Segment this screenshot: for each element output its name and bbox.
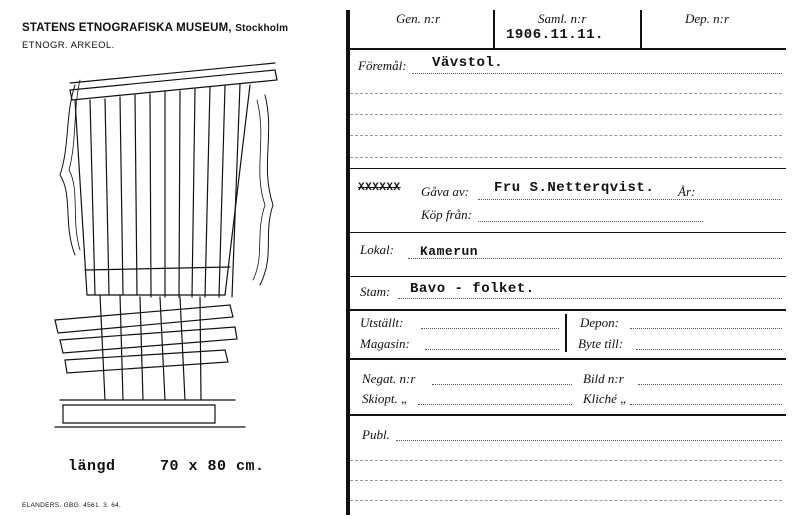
saml-label: Saml. n:r	[538, 11, 587, 26]
skiopt-label: Skiopt. „	[362, 391, 409, 406]
museum-name	[22, 22, 288, 34]
magasin-label: Magasin:	[360, 336, 410, 351]
kop-label: Köp från:	[421, 207, 472, 222]
section-rule-6	[350, 414, 786, 416]
ar-label: År:	[678, 184, 696, 199]
byte-label: Byte till:	[578, 336, 624, 351]
negat-label: Negat. n:r	[362, 371, 416, 386]
section-rule-3	[350, 276, 786, 277]
struck-text: XXXXXX	[358, 182, 401, 194]
saml-value: 1906.11.11.	[506, 27, 604, 43]
header-divider-1	[493, 10, 495, 48]
museum-city: Stockholm	[235, 23, 289, 34]
dep-label: Dep. n:r	[685, 11, 730, 26]
gen-label: Gen. n:r	[396, 11, 441, 26]
museum-title: STATENS ETNOGRAFISKA MUSEUM,	[22, 22, 232, 34]
printer-imprint: ELANDERS. GBG. 4561. 3. 64.	[22, 502, 122, 509]
depon-label: Depon:	[580, 315, 619, 330]
section-rule-2	[350, 232, 786, 233]
stam-value: Bavo - folket.	[410, 281, 535, 297]
card-left-border	[346, 10, 350, 515]
section-rule-5	[350, 358, 786, 360]
size-label: längd	[68, 458, 116, 475]
publ-label: Publ.	[362, 427, 390, 442]
foremal-value: Vävstol.	[432, 55, 504, 71]
gava-value: Fru S.Netterqvist.	[494, 180, 655, 196]
loom-illustration	[25, 55, 305, 455]
section-rule-4	[350, 309, 786, 311]
bild-label: Bild n:r	[583, 371, 624, 386]
stam-label: Stam:	[360, 284, 391, 299]
size-value: 70 x 80 cm.	[160, 458, 265, 475]
department-label: ETNOGR. ARKEOL.	[22, 40, 115, 51]
utstallt-label: Utställt:	[360, 315, 404, 330]
utstallt-divider	[565, 314, 567, 352]
gava-label: Gåva av:	[421, 184, 470, 199]
foremal-label: Föremål:	[358, 58, 407, 73]
section-rule-1	[350, 168, 786, 169]
kliche-label: Kliché „	[583, 391, 628, 406]
header-bottom-rule	[350, 48, 786, 50]
lokal-value: Kamerun	[420, 244, 479, 259]
header-divider-2	[640, 10, 642, 48]
lokal-label: Lokal:	[360, 242, 394, 257]
